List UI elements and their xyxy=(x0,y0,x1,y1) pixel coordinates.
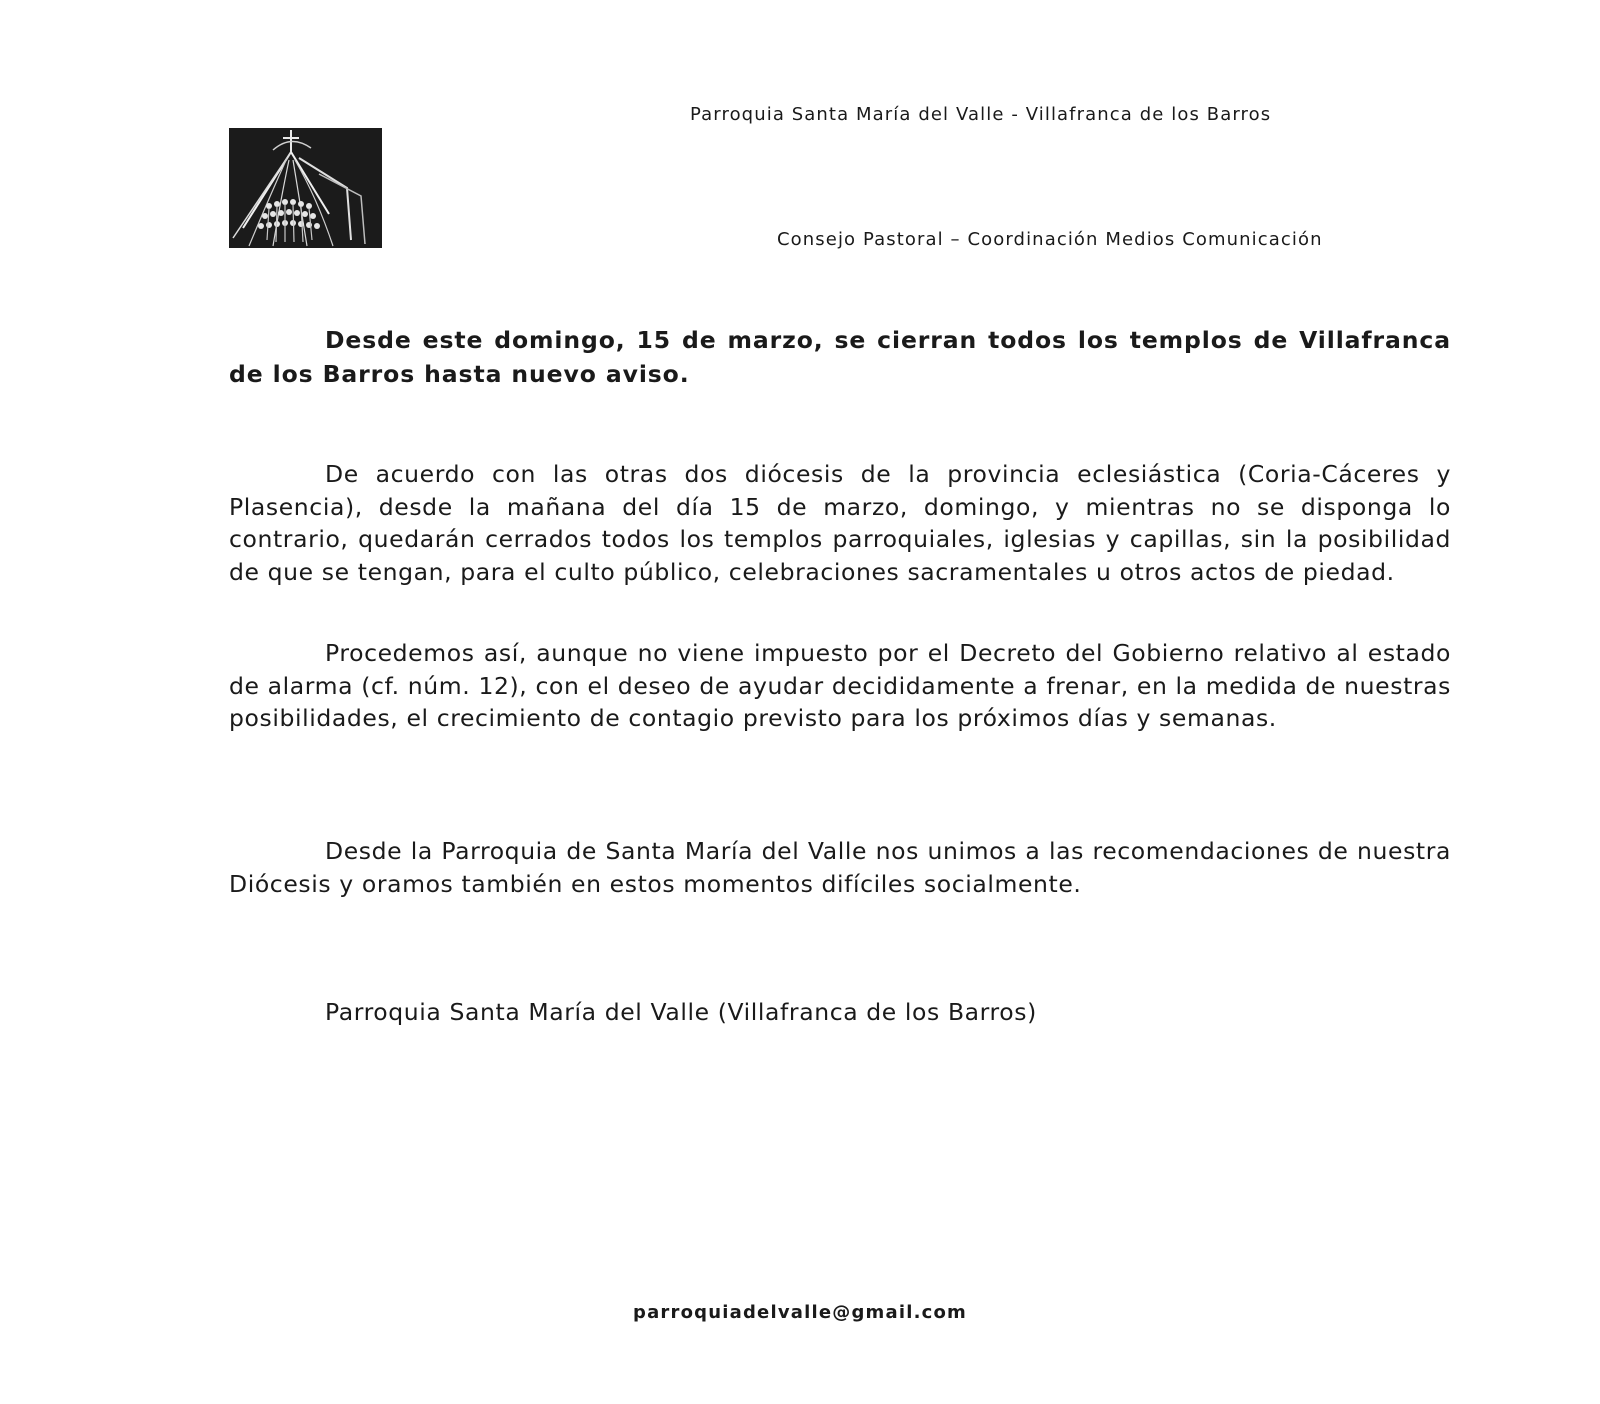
church-drawing-logo xyxy=(229,128,382,248)
church-logo-icon xyxy=(229,128,382,248)
headline-text: Desde este domingo, 15 de marzo, se cierran todos los templos de Villafranca de los Barros hasta nuevo aviso. xyxy=(229,326,1451,388)
signature: Parroquia Santa María del Valle (Villafranca de los Barros) xyxy=(325,998,1037,1026)
announcement-headline xyxy=(229,323,1451,391)
header-council-name: Consejo Pastoral – Coordinación Medios Comunicación xyxy=(777,229,1323,250)
paragraph-2 xyxy=(229,637,1451,735)
paragraph-1-text: De acuerdo con las otras dos diócesis de la provincia eclesiástica (Coria-Cáceres y Plasencia), desde la mañana del día 15 de marzo, domingo, y mientras no se disponga lo contrario, quedarán cerrados todos los templos parroquiales, iglesias y capillas, sin la posibilidad de que se tengan, para el culto público, celebraciones sacramentales u otros actos de piedad. xyxy=(229,460,1451,586)
paragraph-1 xyxy=(229,458,1451,588)
paragraph-3 xyxy=(229,835,1451,900)
paragraph-2-text: Procedemos así, aunque no viene impuesto por el Decreto del Gobierno relativo al estado de alarma (cf. núm. 12), con el deseo de ayudar decididamente a frenar, en la medida de nuestras posibilidades, el crecimiento de contagio previsto para los próximos días y semanas. xyxy=(229,639,1451,732)
paragraph-3-text: Desde la Parroquia de Santa María del Valle nos unimos a las recomendaciones de nuestra Diócesis y oramos también en estos momentos difíciles socialmente. xyxy=(229,837,1451,898)
contact-email: parroquiadelvalle@gmail.com xyxy=(632,1302,967,1323)
header-parish-name: Parroquia Santa María del Valle - Villafranca de los Barros xyxy=(690,104,1272,125)
